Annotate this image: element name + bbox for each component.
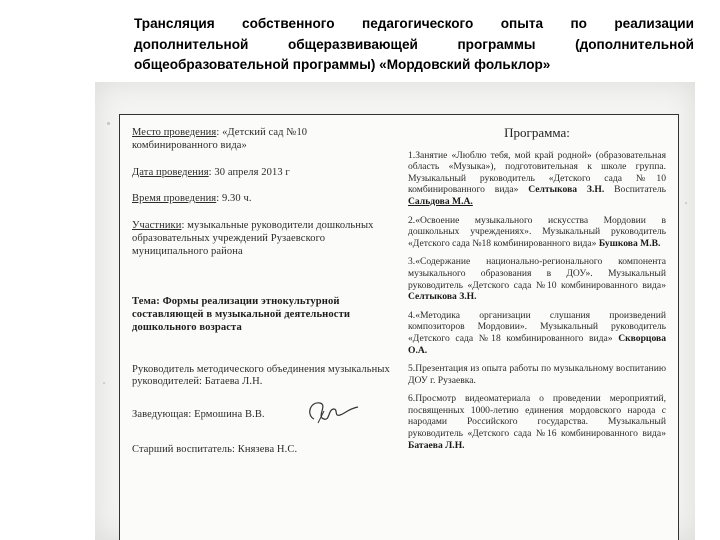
theme-text: Тема: Формы реализации этнокультурной составляющей в музыкальной деятельности дошкольного возраста (132, 295, 351, 333)
item-text: 2.«Освоение музыкального искусства Мордовии в дошкольных учреждениях». Музыкальный руководитель «Детского сада №18 комбинированного вида» (408, 214, 666, 249)
place-label: Место проведения (132, 127, 217, 138)
time-value: : 9.30 ч. (216, 193, 252, 205)
item-extra: Воспитатель (604, 184, 666, 196)
manager-text: Заведующая: Ермошина В.В. (132, 409, 265, 421)
item-text: 6.Просмотр видеоматериала о проведении мероприятий, посвященных 1000-летию единения мордовского народа с народами Российского государства. Музыкальный руководитель «Детского сада №16 комбинированного вида» (408, 393, 666, 440)
participants-block (132, 220, 392, 258)
scan-speck (107, 122, 110, 125)
program-item-3 (408, 256, 666, 302)
item-text: 5.Презентация из опыта работы по музыкальному воспитанию ДОУ г. Рузаевка. (408, 363, 666, 386)
slide-heading: Трансляция собственного педагогического опыта по реализации дополнительной общеразвивающей программы (дополнительной общеобразовательной программы) «Мордовский фольклор» (134, 16, 694, 72)
program-item-2 (408, 215, 666, 250)
senior-teacher-text: Старший воспитатель: Князева Н.С. (132, 443, 298, 455)
program-item-1 (408, 150, 666, 208)
item-text: 1.Занятие «Люблю тебя, мой край родной» (образовательная область «Музыка»), подготовительная к школе группа. Музыкальный руководитель «Детского сада №10 комбинированного вида» (408, 149, 666, 196)
program-column (408, 127, 666, 458)
date-block (132, 167, 392, 180)
scan-speck (103, 382, 105, 384)
item-person: Скворцова О.А. (408, 332, 666, 356)
date-value: : 30 апреля 2013 г (208, 166, 290, 178)
item-text: 3.«Содержание национально-регионального компонента музыкального образования в ДОУ». Музыкальный руководитель «Детского сада №10 комбинированного вида» (408, 256, 666, 291)
item-person: Бушкова М.В. (598, 237, 661, 249)
signature-icon (304, 397, 360, 427)
head-mo-text: Руководитель методического объединения музыкальных руководителей: Батаева Л.Н. (132, 363, 390, 388)
item-person: Селтыкова З.Н. (528, 184, 605, 196)
manager-block (132, 409, 392, 422)
time-label: Время проведения (132, 193, 217, 205)
program-item-6 (408, 393, 666, 451)
date-label: Дата проведения (132, 166, 209, 178)
time-block (132, 193, 392, 206)
scan-speck (685, 202, 687, 204)
place-value: : «Детский сад №10 комбинированного вида» (132, 127, 308, 151)
program-item-4 (408, 310, 666, 356)
event-info-column (132, 127, 392, 457)
item-person: Селтыкова З.Н. (408, 291, 477, 303)
item-text: 4.«Методика организации слушания произведений композиторов Мордовии». Музыкальный руководитель «Детского сада №18 комбинированного вида» (408, 309, 666, 344)
program-item-5 (408, 363, 666, 386)
program-title: Программа: (504, 125, 570, 140)
place-block (132, 127, 392, 153)
participants-label: Участники (132, 220, 182, 232)
scanned-document (95, 82, 695, 540)
item-person: Батаева Л.Н. (408, 439, 465, 451)
document-frame (119, 114, 679, 540)
participants-value: : музыкальные руководители дошкольных образовательных учреждений Рузаевского муниципального района (132, 220, 374, 257)
item-person-2: Сальдова М.А. (408, 195, 473, 207)
